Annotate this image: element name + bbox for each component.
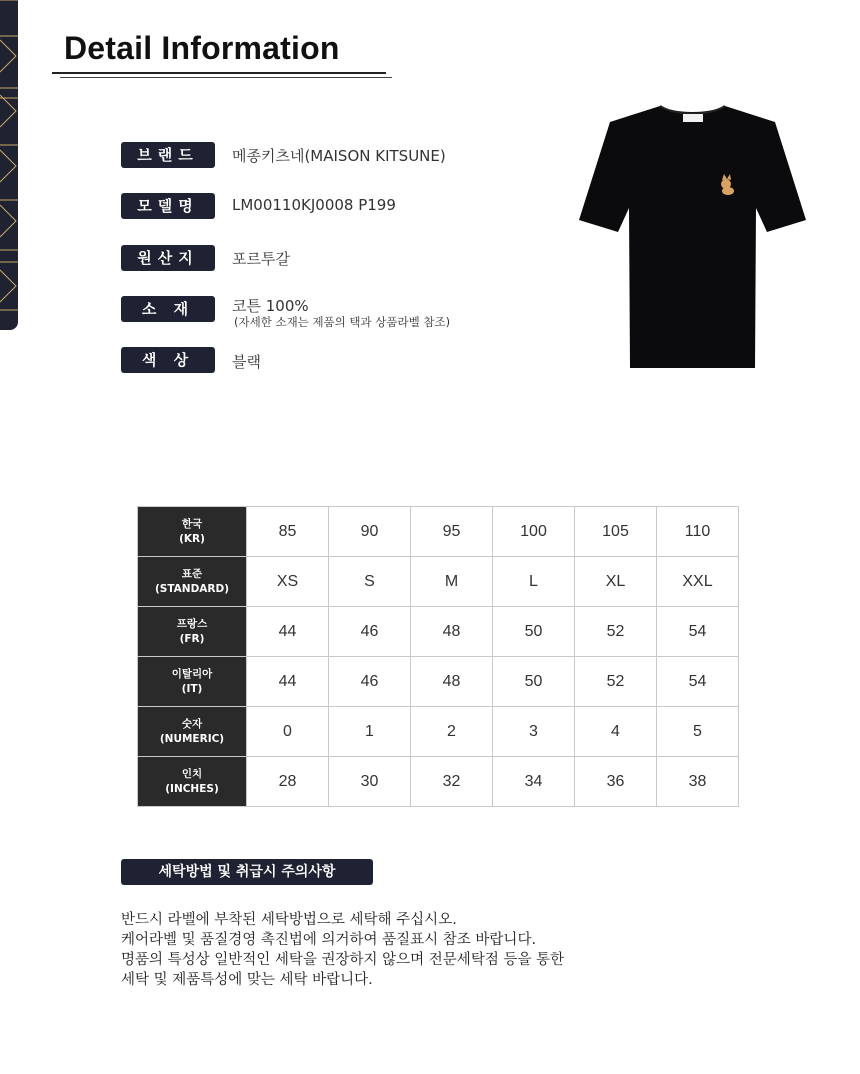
table-cell: 54	[657, 657, 739, 707]
care-line: 세탁 및 제품특성에 맞는 세탁 바랍니다.	[121, 972, 373, 988]
table-cell: 105	[575, 507, 657, 557]
table-cell: 90	[329, 507, 411, 557]
decorative-side-pattern	[0, 0, 18, 330]
row-header-en: (NUMERIC)	[159, 732, 225, 745]
care-line: 케어라벨 및 품질경영 촉진법에 의거하여 품질표시 참조 바랍니다.	[121, 932, 537, 948]
row-header-ko: 숫자	[181, 717, 203, 730]
table-row	[138, 557, 739, 607]
table-cell: S	[329, 557, 411, 607]
table-cell: 36	[575, 757, 657, 807]
table-cell: 54	[657, 607, 739, 657]
table-cell: 5	[657, 707, 739, 757]
table-cell: 100	[493, 507, 575, 557]
care-line: 명품의 특성상 일반적인 세탁을 권장하지 않으며 전문세탁점 등을 통한	[121, 952, 565, 968]
table-cell: 46	[329, 657, 411, 707]
care-section-label: 세탁방법 및 취급시 주의사항	[121, 859, 373, 885]
table-cell: 52	[575, 607, 657, 657]
table-row	[138, 657, 739, 707]
table-cell: 85	[247, 507, 329, 557]
care-instructions	[121, 910, 721, 990]
row-header-ko: 인치	[181, 767, 203, 780]
product-image	[575, 100, 810, 375]
table-row	[138, 757, 739, 807]
row-header-en: (INCHES)	[165, 782, 219, 795]
row-header-en: (KR)	[179, 532, 205, 545]
color-value: 블랙	[232, 353, 261, 371]
table-cell: XS	[247, 557, 329, 607]
table-cell: 28	[247, 757, 329, 807]
table-cell: 46	[329, 607, 411, 657]
table-cell: 48	[411, 607, 493, 657]
table-cell: 44	[247, 657, 329, 707]
table-cell: 3	[493, 707, 575, 757]
size-table	[137, 506, 739, 807]
table-row	[138, 507, 739, 557]
table-cell: 30	[329, 757, 411, 807]
title-underline	[52, 72, 386, 74]
page-title: Detail Information	[64, 30, 340, 66]
model-value: LM00110KJ0008 P199	[232, 196, 396, 214]
table-cell: 38	[657, 757, 739, 807]
row-header-ko: 프랑스	[176, 617, 208, 630]
origin-value: 포르투갈	[232, 250, 290, 268]
row-header-en: (FR)	[179, 632, 205, 645]
table-row	[138, 707, 739, 757]
table-cell: 95	[411, 507, 493, 557]
table-cell: 32	[411, 757, 493, 807]
table-row	[138, 607, 739, 657]
brand-value: 메종키츠네(MAISON KITSUNE)	[232, 147, 446, 165]
table-cell: 1	[329, 707, 411, 757]
care-line: 반드시 라벨에 부착된 세탁방법으로 세탁해 주십시오.	[121, 912, 457, 928]
table-cell: L	[493, 557, 575, 607]
material-label: 소 재	[121, 296, 215, 322]
table-cell: 0	[247, 707, 329, 757]
table-cell: 52	[575, 657, 657, 707]
row-header-en: (IT)	[181, 682, 203, 695]
title-underline-thin	[60, 77, 392, 78]
row-header	[138, 507, 247, 557]
row-header-en: (STANDARD)	[154, 582, 230, 595]
material-value: 코튼 100%	[232, 297, 309, 315]
brand-label: 브랜드	[121, 142, 215, 168]
row-header	[138, 757, 247, 807]
material-note: (자세한 소재는 제품의 택과 상품라벨 참조)	[234, 315, 451, 329]
row-header	[138, 607, 247, 657]
color-label: 색 상	[121, 347, 215, 373]
origin-label: 원산지	[121, 245, 215, 271]
row-header-ko: 표준	[181, 567, 203, 580]
table-cell: 50	[493, 657, 575, 707]
table-cell: 110	[657, 507, 739, 557]
table-cell: 44	[247, 607, 329, 657]
table-cell: 34	[493, 757, 575, 807]
model-label: 모델명	[121, 193, 215, 219]
row-header	[138, 707, 247, 757]
row-header	[138, 657, 247, 707]
row-header-ko: 이탈리아	[171, 667, 213, 680]
table-cell: 2	[411, 707, 493, 757]
table-cell: XL	[575, 557, 657, 607]
table-cell: M	[411, 557, 493, 607]
table-cell: 48	[411, 657, 493, 707]
table-cell: 50	[493, 607, 575, 657]
row-header	[138, 557, 247, 607]
table-cell: 4	[575, 707, 657, 757]
row-header-ko: 한국	[181, 517, 203, 530]
table-cell: XXL	[657, 557, 739, 607]
